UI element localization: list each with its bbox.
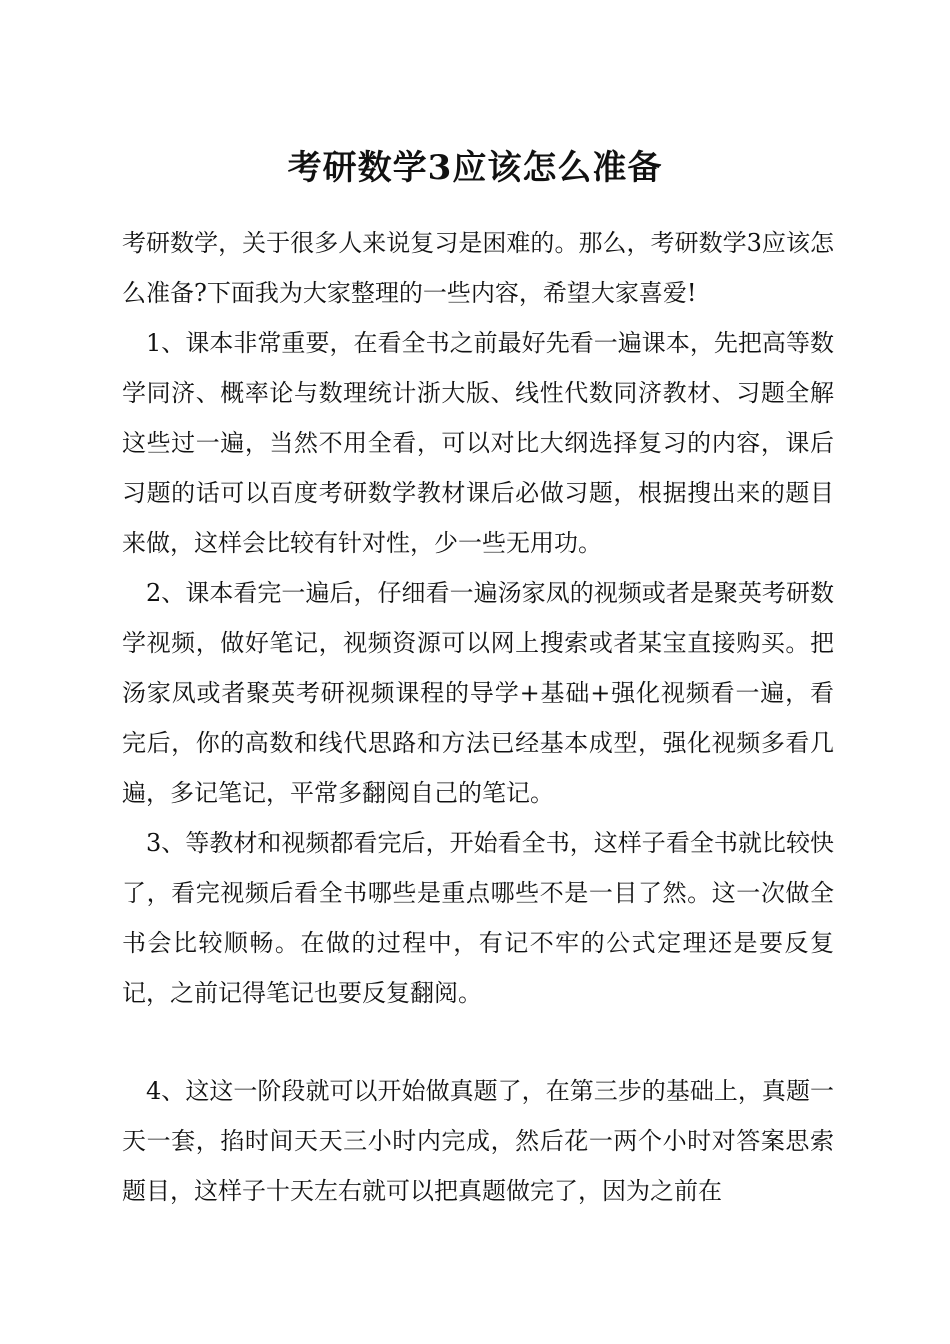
paragraph-1: 1、课本非常重要，在看全书之前最好先看一遍课本，先把高等数学同济、概率论与数理统计浙大版、线性代数同济教材、习题全解这些过一遍，当然不用全看，可以对比大纲选择复习的内容，课后习题的话可以百度考研数学教材课后必做习题，根据搜出来的题目来做，这样会比较有针对性，少一些无用功。 [122, 329, 834, 557]
page-title: 考研数学3应该怎么准备 [287, 148, 663, 188]
intro-paragraph: 考研数学，关于很多人来说复习是困难的。那么，考研数学3应该怎么准备?下面我为大家整理的一些内容，希望大家喜爱! [122, 229, 834, 307]
paragraph-3: 3、等教材和视频都看完后，开始看全书，这样子看全书就比较快了，看完视频后看全书哪些是重点哪些不是一目了然。这一次做全书会比较顺畅。在做的过程中，有记不牢的公式定理还是要反复记，之前记得笔记也要反复翻阅。 [122, 829, 834, 1007]
paragraph-4: 4、这这一阶段就可以开始做真题了，在第三步的基础上，真题一天一套，掐时间天天三小时内完成，然后花一两个小时对答案思索题目，这样子十天左右就可以把真题做完了，因为之前在 [122, 1077, 834, 1205]
paragraph-2: 2、课本看完一遍后，仔细看一遍汤家凤的视频或者是聚英考研数学视频，做好笔记，视频资源可以网上搜索或者某宝直接购买。把汤家凤或者聚英考研视频课程的导学+基础+强化视频看一遍，看完后，你的高数和线代思路和方法已经基本成型，强化视频多看几遍，多记笔记，平常多翻阅自己的笔记。 [122, 579, 834, 807]
